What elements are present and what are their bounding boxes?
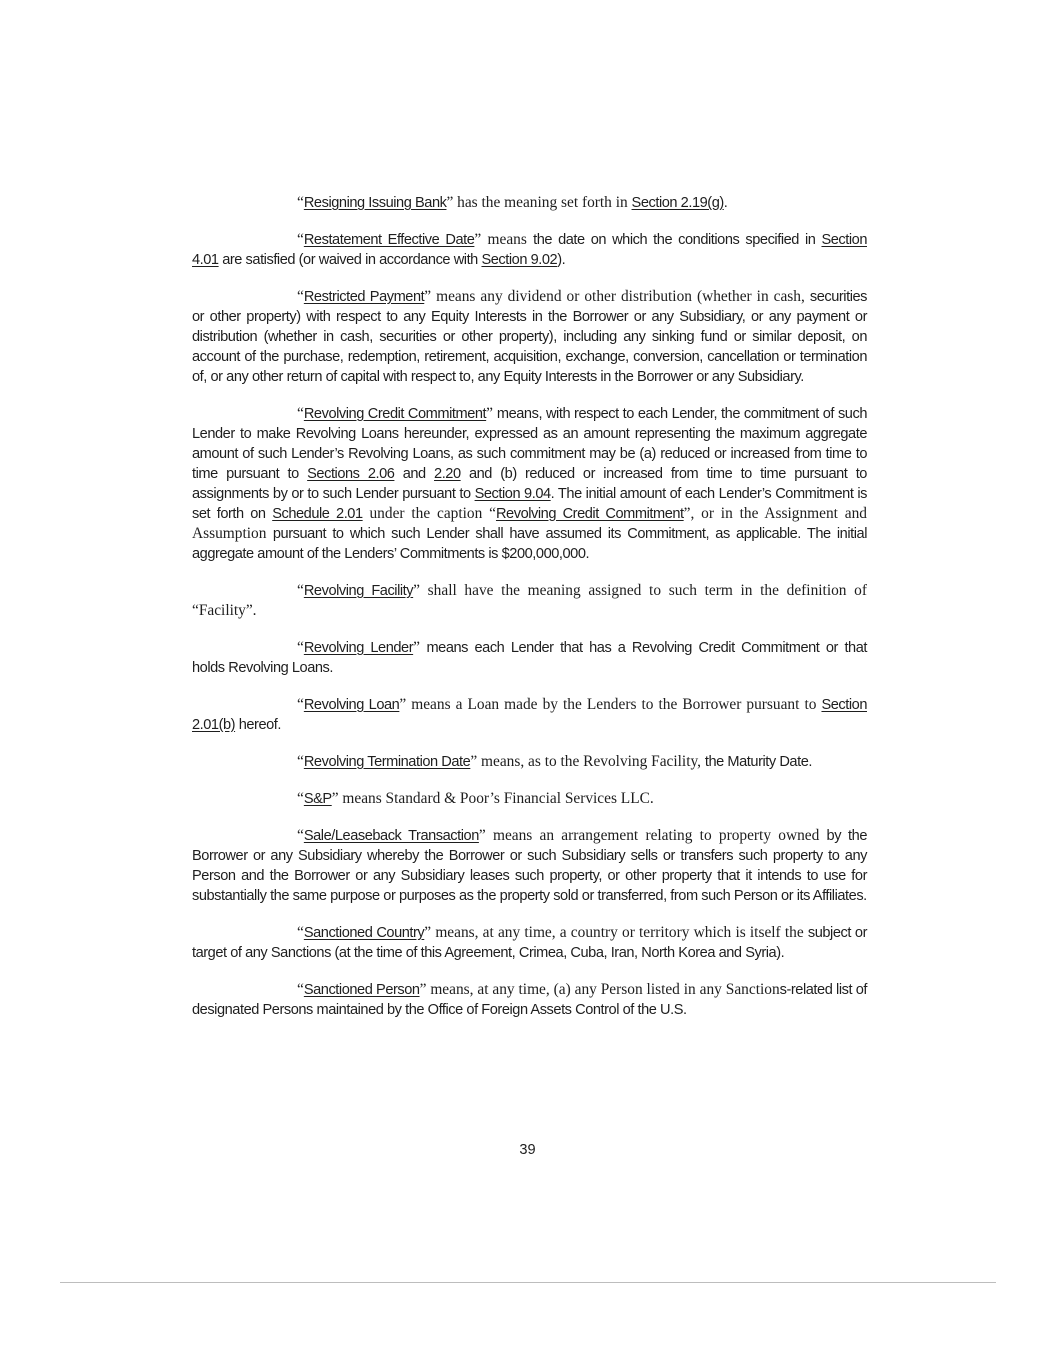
definition-text: the date on which the conditions specified in (533, 232, 822, 248)
definition-paragraph: “Sanctioned Person” means, at any time, (a) any Person listed in any Sanctions-related list of designated Persons maintained by the Office of Foreign Assets Control of the U.S. (192, 981, 867, 1018)
defined-term: Sanctioned Person (303, 982, 420, 998)
definition-paragraph: “Sanctioned Country” means, at any time, a country or territory which is itself the subject or target of any Sanctions (at the time of this Agreement, Crimea, Cuba, Iran, North Korea and Syria). (192, 924, 867, 961)
section-reference: Section 9.02 (481, 252, 558, 268)
definition-text: are satisfied (or waived in accordance with (218, 252, 482, 268)
section-reference: Section 4.01 (192, 232, 867, 268)
definition-text: by the Borrower or any Subsidiary whereby the Borrower or such Subsidiary sells or transfers such property to any Person and the Borrower or any Subsidiary leases such property, or other property that it intends to use for substantially the same purpose or purposes as the property sold or transferred, from such Person or its Affiliates. (192, 828, 867, 904)
definition-text: the Maturity Date. (704, 754, 812, 770)
section-reference: Section 2.19(g) (631, 195, 724, 211)
defined-term: S&P (303, 791, 332, 807)
defined-term: Restatement Effective Date (303, 232, 475, 248)
definition-text: shall have the meaning assigned to such term in the definition of “Facility”. (192, 582, 867, 619)
section-reference: Section 2.01(b) (192, 697, 867, 733)
definition-paragraph: “Revolving Lender” means each Lender that has a Revolving Credit Commitment or that holds Revolving Loans. (192, 639, 867, 676)
section-reference: Revolving Credit Commitment (495, 506, 684, 522)
footer-divider (60, 1282, 996, 1283)
section-reference: Sections 2.06 (307, 466, 395, 482)
definition-text: means, as to the Revolving Facility, (477, 753, 705, 770)
definition-text: . The initial amount of each Lender’s Commitment is set forth on (192, 486, 868, 522)
definition-text: means an arrangement relating to property owned (485, 827, 827, 844)
definition-paragraph: “S&P” means Standard & Poor’s Financial Services LLC. (297, 790, 654, 807)
section-reference: 2.20 (434, 466, 461, 482)
defined-term: Sale/Leaseback Transaction (303, 828, 479, 844)
definition-text: . (723, 195, 728, 211)
definition-paragraph: “Revolving Loan” means a Loan made by the Lenders to the Borrower pursuant to Section 2.01(b) hereof. (192, 696, 867, 733)
definition-text: means, at any time, (a) any Person listed in any Sanction (426, 981, 780, 998)
defined-term: Sanctioned Country (303, 925, 425, 941)
definition-text: means each Lender that has a Revolving Credit Commitment or that holds Revolving Loans. (192, 640, 867, 676)
definition-text: means, with respect to each Lender, the commitment of such Lender to make Revolving Loans hereunder, expressed as an amount representing the maximum aggregate amount of such Lender’s Revolving Loans, as such commitment may be (a) reduced or increased from time to time pursuant to (192, 406, 867, 482)
definition-text: hereof. (235, 717, 281, 733)
definition-text: has the meaning set forth in (453, 194, 632, 211)
definition-text: and (394, 466, 435, 482)
section-reference: Section 9.04 (474, 486, 551, 502)
definition-text: ). (557, 252, 566, 268)
definition-text: ”, or in the Assignment and Assumption (192, 505, 868, 542)
defined-term: Restricted Payment (303, 289, 425, 305)
definition-paragraph: “Restricted Payment” means any dividend or other distribution (whether in cash, securities or other property) with respect to any Equity Interests in the Borrower or any Subsidiary, or any payment or distribution (whether in cash, securities or other property), including any sinking fund or similar deposit, on account of the purchase, redemption, retirement, acquisition, exchange, conversion, cancellation or termination of, or any other return of capital with respect to, any Equity Interests in the Borrower or any Subsidiary. (192, 288, 867, 385)
definition-paragraph: “Restatement Effective Date” means the date on which the conditions specified in Section 4.01 are satisfied (or waived in accordance with Section 9.02). (192, 231, 867, 268)
defined-term: Resigning Issuing Bank (303, 195, 447, 211)
definition-text: means Standard & Poor’s Financial Services LLC. (338, 790, 654, 807)
section-reference: Schedule 2.01 (272, 506, 363, 522)
document-body (192, 193, 867, 1037)
page-number: 39 (519, 1142, 536, 1158)
definition-paragraph: “Revolving Facility” shall have the meaning assigned to such term in the definition of “Facility”. (192, 582, 867, 619)
definition-paragraph: “Revolving Termination Date” means, as to the Revolving Facility, the Maturity Date. (297, 753, 812, 770)
definition-text: s-related list of designated Persons maintained by the Office of Foreign Assets Control of the U.S. (192, 982, 867, 1018)
defined-term: Revolving Lender (303, 640, 414, 656)
definition-text: under the caption “ (362, 505, 496, 522)
definition-text: subject or target of any Sanctions (at the time of this Agreement, Crimea, Cuba, Iran, North Korea and Syria). (192, 925, 867, 961)
defined-term: Revolving Credit Commitment (303, 406, 487, 422)
definition-text: pursuant to which such Lender shall have assumed its Commitment, as applicable. The initial aggregate amount of the Lenders’ Commitments is $200,000,000. (192, 526, 867, 562)
defined-term: Revolving Termination Date (303, 754, 471, 770)
definition-paragraph: “Revolving Credit Commitment” means, with respect to each Lender, the commitment of such Lender to make Revolving Loans hereunder, expressed as an amount representing the maximum aggregate amount of such Lender’s Revolving Loans, as such commitment may be (a) reduced or increased from time to time pursuant to Sections 2.06 and 2.20 and (b) reduced or increased from time to time pursuant to assignments by or to such Lender pursuant to Section 9.04. The initial amount of each Lender’s Commitment is set forth on Schedule 2.01 under the caption “Revolving Credit Commitment”, or in the Assignment and Assumption pursuant to which such Lender shall have assumed its Commitment, as applicable. The initial aggregate amount of the Lenders’ Commitments is $200,000,000. (192, 405, 868, 562)
definition-paragraph: “Sale/Leaseback Transaction” means an arrangement relating to property owned by the Borrower or any Subsidiary whereby the Borrower or such Subsidiary sells or transfers such property to any Person and the Borrower or any Subsidiary leases such property, or other property that it intends to use for substantially the same purpose or purposes as the property sold or transferred, from such Person or its Affiliates. (192, 827, 867, 904)
definition-paragraph: “Resigning Issuing Bank” has the meaning set forth in Section 2.19(g). (297, 194, 728, 211)
definition-text: means a Loan made by the Lenders to the Borrower pursuant to (406, 696, 822, 713)
definition-text: securities or other property) with respect to any Equity Interests in the Borrower or any Subsidiary, or any payment or distribution (whether in cash, securities or other property), including any sinking fund or similar deposit, on account of the purchase, redemption, retirement, acquisition, exchange, conversion, cancellation or termination of, or any other return of capital with respect to, any Equity Interests in the Borrower or any Subsidiary. (192, 289, 867, 385)
definition-text: means (481, 231, 534, 248)
defined-term: Revolving Facility (303, 583, 414, 599)
defined-term: Revolving Loan (303, 697, 400, 713)
definition-text: means any dividend or other distribution (whether in cash, (431, 288, 810, 305)
definition-text: and (b) reduced or increased from time to time pursuant to assignments by or to such Lender pursuant to (192, 466, 867, 502)
definition-text: means, at any time, a country or territory which is itself the (431, 924, 808, 941)
